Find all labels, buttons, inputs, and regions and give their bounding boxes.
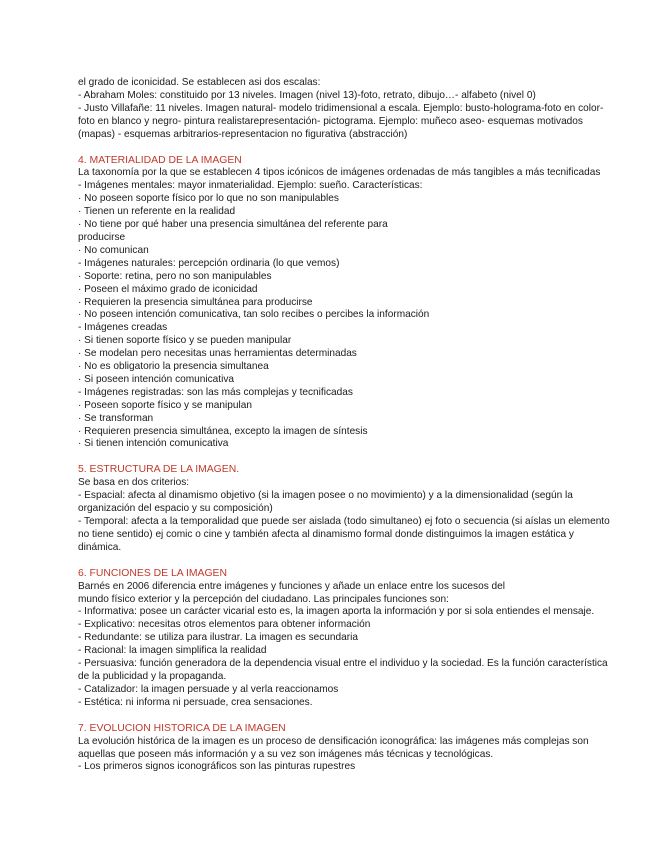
spacer	[78, 710, 646, 723]
text-line: · Requieren la presencia simultánea para producirse	[78, 296, 313, 308]
spacer	[78, 555, 646, 568]
text-line: · No tiene por qué haber una presencia simultánea del referente para	[78, 219, 388, 231]
section-heading: 7. EVOLUCION HISTORICA DE LA IMAGEN	[78, 722, 286, 734]
text-line: el grado de iconicidad. Se establecen asi dos escalas:	[78, 77, 321, 88]
spacer	[78, 451, 646, 464]
section-heading: 6. FUNCIONES DE LA IMAGEN	[78, 567, 227, 579]
section-funciones	[78, 568, 646, 710]
text-line: - Redundante: se utiliza para ilustrar. La imagen es secundaria	[78, 632, 358, 644]
text-line: · Soporte: retina, pero no son manipulables	[78, 270, 272, 282]
text-line: La evolución histórica de la imagen es un proceso de densificación iconográfica: las imágenes más complejas son	[78, 735, 589, 747]
text-line: · Se transforman	[78, 412, 154, 424]
text-line: - Imágenes registradas: son las más complejas y tecnificadas	[78, 386, 353, 398]
text-line: Se basa en dos criterios:	[78, 477, 190, 489]
text-line: - Explicativo: necesitas otros elementos para obtener información	[78, 619, 371, 631]
text-line: - Racional: la imagen simplifica la realidad	[78, 645, 267, 657]
text-line: organización del espacio y su composición)	[78, 503, 273, 515]
text-line: foto en blanco y negro- pintura realistarepresentación- pictograma. Ejemplo: muñeco aseo- esquemas motivados	[78, 115, 583, 127]
text-line: - Temporal: afecta a la temporalidad que puede ser aislada (todo simultaneo) ej foto o secuencia (si aíslas un elemento	[78, 516, 610, 527]
text-line: · Si poseen intención comunicativa	[78, 373, 234, 385]
text-line: - Imágenes mentales: mayor inmaterialidad. Ejemplo: sueño. Características:	[78, 180, 423, 192]
text-line: · Tienen un referente en la realidad	[78, 206, 236, 218]
text-line: (mapas) - esquemas arbitrarios-representacion no figurativa (abstracción)	[78, 128, 408, 140]
text-line: · Se modelan pero necesitas unas herramientas determinadas	[78, 348, 357, 360]
section-evolucion	[78, 723, 646, 775]
section-estructura	[78, 464, 646, 554]
text-line: no tiene sentido) ej comic o cine y también afecta al dinamismo formal donde distinguimos la imagen estática y	[78, 528, 574, 540]
text-line: · No comunican	[78, 244, 149, 256]
text-line: aquellas que poseen más información y a su vez son imágenes más técnicas y tecnológicas.	[78, 748, 494, 760]
spacer	[78, 142, 646, 155]
text-line: La taxonomía por la que se establecen 4 tipos icónicos de imágenes ordenadas de más tangibles a más tecnificadas	[78, 167, 601, 179]
text-line: - Abraham Moles: constituido por 13 niveles. Imagen (nivel 13)-foto, retrato, dibujo…- alfabeto (nivel 0)	[78, 89, 536, 101]
text-line: - Espacial: afecta al dinamismo objetivo (si la imagen posee o no movimiento) y a la dimensionalidad (según la	[78, 490, 573, 502]
text-line: - Los primeros signos iconográficos son las pinturas rupestres	[78, 761, 356, 773]
text-line: dinámica.	[78, 541, 122, 553]
text-line: · Si tienen soporte físico y se pueden manipular	[78, 335, 292, 347]
text-line: Barnés en 2006 diferencia entre imágenes y funciones y añade un enlace entre los sucesos del	[78, 580, 506, 592]
section-heading: 4. MATERIALIDAD DE LA IMAGEN	[78, 154, 242, 166]
text-line: - Imágenes creadas	[78, 322, 168, 334]
text-line: producirse	[78, 231, 126, 243]
text-line: · Poseen soporte físico y se manipulan	[78, 399, 252, 411]
text-line: · Poseen el máximo grado de iconicidad	[78, 283, 258, 295]
section-materialidad	[78, 155, 646, 452]
text-line: - Justo Villafañe: 11 niveles. Imagen natural- modelo tridimensional a escala. Ejemplo: busto-holograma-foto en color-	[78, 102, 604, 114]
text-line: - Imágenes naturales: percepción ordinaria (lo que vemos)	[78, 257, 340, 269]
text-line: · No poseen soporte físico por lo que no son manipulables	[78, 193, 339, 205]
text-line: - Estética: ni informa ni persuade, crea sensaciones.	[78, 696, 313, 708]
document-page	[78, 77, 646, 774]
text-line: de la publicidad y la propaganda.	[78, 670, 227, 682]
intro-block	[78, 77, 646, 142]
text-line: · Requieren presencia simultánea, excepto la imagen de síntesis	[78, 425, 368, 437]
text-line: · No es obligatorio la presencia simultanea	[78, 361, 269, 373]
section-heading: 5. ESTRUCTURA DE LA IMAGEN.	[78, 464, 240, 476]
text-line: · No poseen intención comunicativa, tan solo recibes o percibes la información	[78, 309, 430, 321]
text-line: - Persuasiva: función generadora de la dependencia visual entre el individuo y la sociedad. Es la función característica	[78, 658, 608, 670]
text-line: · Si tienen intención comunicativa	[78, 438, 229, 450]
text-line: mundo físico exterior y la percepción del ciudadano. Las principales funciones son:	[78, 593, 449, 605]
text-line: - Informativa: posee un carácter vicarial esto es, la imagen aporta la información y por si sola entiendes el mensaje.	[78, 606, 595, 618]
text-line: - Catalizador: la imagen persuade y al verla reaccionamos	[78, 683, 339, 695]
